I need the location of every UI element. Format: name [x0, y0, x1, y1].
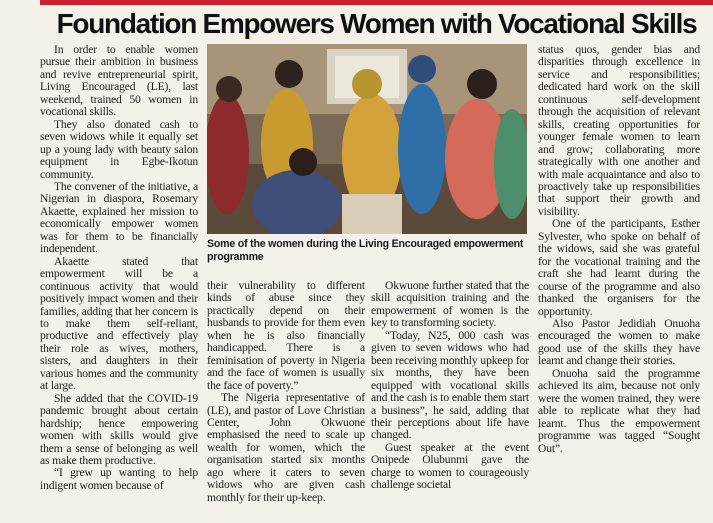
header-rule	[40, 0, 713, 5]
paragraph: The convener of the initiative, a Nigerian in diaspora, Rosemary Akaette, explained her mission to economically empower women was for them to be financially independent.	[40, 179, 198, 256]
paragraph: One of the participants, Esther Sylvester, who spoke on behalf of the widows, said she was grateful for the vocational training and the craft she had learnt during the course of the programme and also thanked the organisers for the opportunity.	[538, 217, 700, 318]
paragraph: They also donated cash to seven widows while it equally set up a young lady with beauty salon equipment in Egbe-Ikotun community.	[40, 117, 198, 181]
paragraph: status quos, gender bias and disparities through excellence in service and responsibilities; dedicated hard work on the skill continuous self-development through the acquisition of relevant skills, creating opportunities for younger female women to learn and grow; collaborating more strategically with one another and with male acquaintance and also to proactively take up responsibilities that support their growth and visibility.	[538, 43, 700, 218]
paragraph: The Nigeria representative of (LE), and pastor of Love Christian Center, John Okwuone emphasised the need to scale up wealth for women, which the organisation started six months ago where it caters to seven widows who are given cash monthly for their up-keep.	[207, 391, 365, 504]
article-column-2	[207, 280, 365, 520]
paragraph: Onuoha said the programme achieved its aim, because not only were the women trained, they were able to replicate what they had learnt. Thus the empowerment programme was tagged “Sought Out”.	[538, 366, 700, 455]
paragraph: “I grew up wanting to help indigent women because of	[40, 466, 198, 492]
paragraph: “Today, N25, 000 cash was given to seven widows who had been receiving monthly upkeep for six months, they have been equipped with vocational skills and the cash is to enable them start a business”, he said, adding that their perceptions about life have changed.	[371, 328, 529, 442]
article-column-4	[538, 44, 700, 519]
paragraph: Akaette stated that empowerment will be a continuous activity that would positively impact women and their families, adding that her concern is to make them self-reliant, productive and effectively play their role as wives, mothers, sisters, and daughters in their various homes and the community at large.	[40, 254, 198, 393]
article-photo	[207, 44, 527, 234]
paragraph: Guest speaker at the event Onipede Olubunmi gave the charge to women to courageously challenge societal	[371, 440, 529, 492]
paragraph: their vulnerability to different kinds of abuse since they practically depend on their husbands to provide for them even when he is also financially handicapped. There is a feminisation of poverty in Nigeria and the face of women is usually the face of poverty.”	[207, 279, 365, 392]
paragraph: She added that the COVID-19 pandemic brought about certain hardship; hence empowering women with skills would give them a sense of belonging as well as make them productive.	[40, 391, 198, 467]
paragraph: Also Pastor Jedidiah Onuoha encouraged the women to make good use of the skills they have learnt and change their stories.	[538, 316, 700, 368]
article-column-3	[371, 280, 529, 520]
paragraph: Okwuone further stated that the skill acquisition training and the empowerment of women is the key to transforming society.	[371, 279, 529, 330]
article-column-1	[40, 44, 198, 519]
photo-caption: Some of the women during the Living Encouraged empowerment programme	[207, 238, 524, 263]
headline: Foundation Empowers Women with Vocational Skills	[56, 8, 697, 39]
paragraph: In order to enable women pursue their ambition in business and revive entrepreneurial spirit, Living Encouraged (LE), last weekend, trained 50 women in vocational skills.	[40, 43, 198, 119]
